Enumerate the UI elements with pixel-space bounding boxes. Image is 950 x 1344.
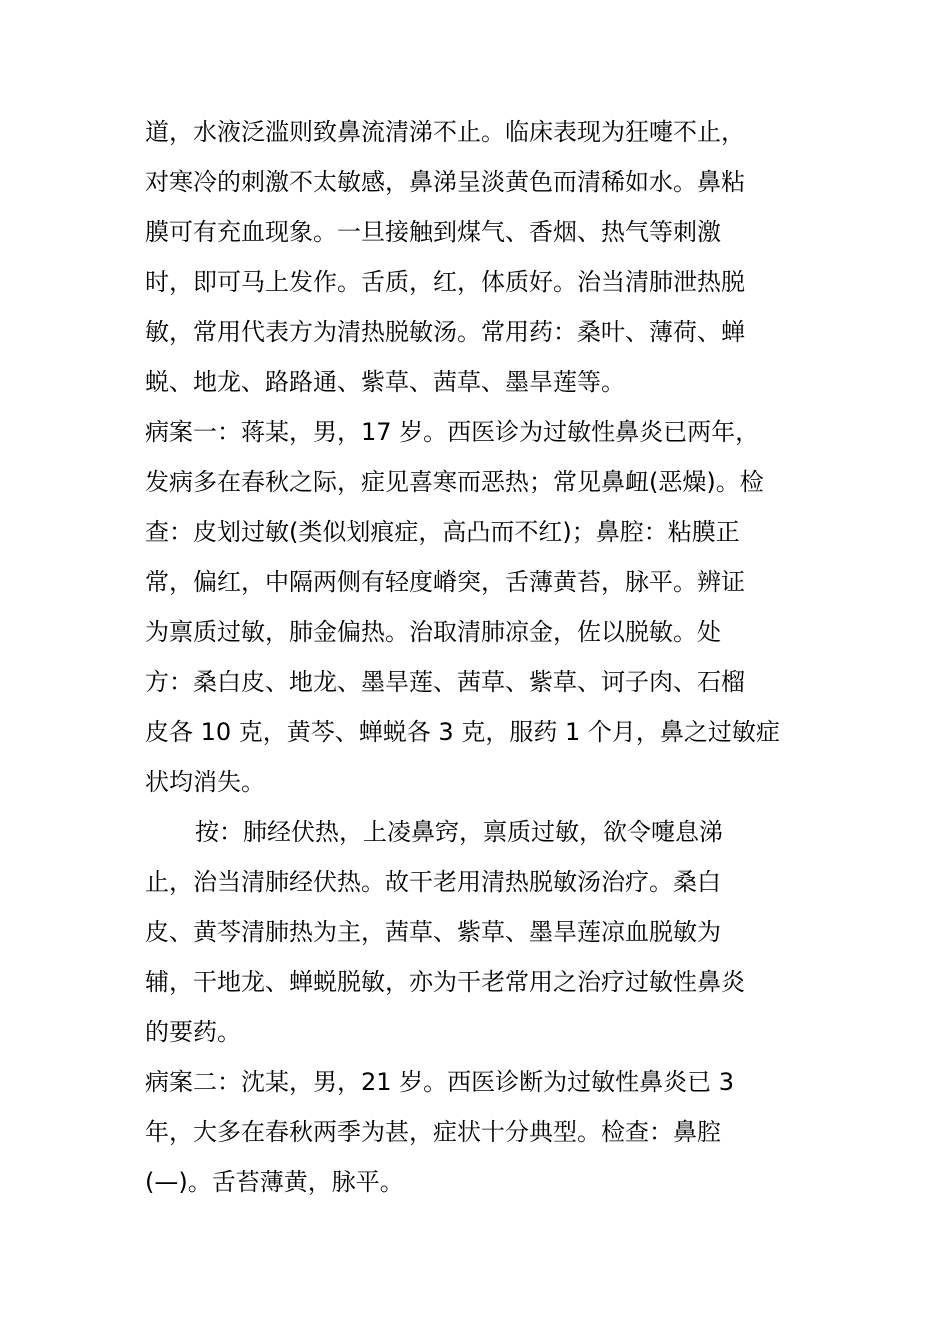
text-line: 皮各 10 克，黄芩、蝉蜕各 3 克，服药 1 个月，鼻之过敏症: [145, 718, 780, 746]
text-line: 时，即可马上发作。舌质，红，体质好。治当清肺泄热脱: [145, 268, 745, 296]
text-line: 查：皮划过敏(类似划痕症，高凸而不红)；鼻腔：粘膜正: [145, 518, 740, 546]
text-line: 敏，常用代表方为清热脱敏汤。常用药：桑叶、薄荷、蝉: [145, 318, 745, 346]
case-two-heading-line: 病案二：沈某，男，21 岁。西医诊断为过敏性鼻炎已 3: [145, 1068, 735, 1096]
text-line: 膜可有充血现象。一旦接触到煤气、香烟、热气等刺激: [145, 218, 721, 246]
commentary-first-line: 按：肺经伏热，上凌鼻窍，禀质过敏，欲令嚏息涕: [195, 818, 723, 846]
text-line: 蜕、地龙、路路通、紫草、茜草、墨旱莲等。: [145, 368, 625, 396]
text-line: 道，水液泛滥则致鼻流清涕不止。临床表现为狂嚏不止，: [145, 118, 745, 146]
text-line: 对寒冷的刺激不太敏感，鼻涕呈淡黄色而清稀如水。鼻粘: [145, 168, 745, 196]
text-line: 方：桑白皮、地龙、墨旱莲、茜草、紫草、诃子肉、石榴: [145, 668, 745, 696]
text-line: 辅，干地龙、蝉蜕脱敏，亦为干老常用之治疗过敏性鼻炎: [145, 968, 745, 996]
text-line: 发病多在春秋之际，症见喜寒而恶热；常见鼻衄(恶燥)。检: [145, 468, 764, 496]
text-line: 年，大多在春秋两季为甚，症状十分典型。检查：鼻腔: [145, 1118, 721, 1146]
case-one-heading-line: 病案一：蒋某，男，17 岁。西医诊为过敏性鼻炎已两年，: [145, 418, 760, 446]
text-line: 皮、黄芩清肺热为主，茜草、紫草、墨旱莲凉血脱敏为: [145, 918, 721, 946]
text-line: 止，治当清肺经伏热。故干老用清热脱敏汤治疗。桑白: [145, 868, 721, 896]
text-line: 的要药。: [145, 1018, 241, 1046]
text-line: 常，偏红，中隔两侧有轻度嵴突，舌薄黄苔，脉平。辨证: [145, 568, 745, 596]
text-line: 为禀质过敏，肺金偏热。治取清肺凉金，佐以脱敏。处: [145, 618, 721, 646]
text-line: (—)。舌苔薄黄，脉平。: [145, 1168, 404, 1196]
text-line: 状均消失。: [145, 768, 265, 796]
